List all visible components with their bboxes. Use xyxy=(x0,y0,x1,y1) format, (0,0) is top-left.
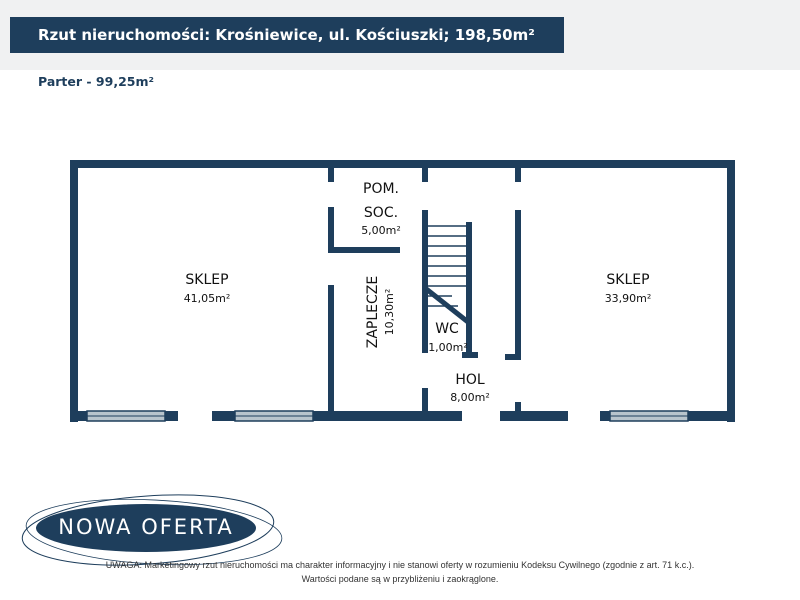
room-wc-area: 1,00m² xyxy=(428,341,468,354)
wall-partition-b xyxy=(328,207,334,253)
wall-bottom-3 xyxy=(500,411,568,421)
room-sklep-left-name: SKLEP xyxy=(185,272,229,288)
room-zaplecze-name: ZAPLECZE xyxy=(365,275,381,349)
room-pom-soc-area: 5,00m² xyxy=(361,224,401,237)
room-sklep-right-name: SKLEP xyxy=(606,272,650,288)
room-pom-soc-name-1: POM. xyxy=(363,181,399,197)
room-sklep-right-area: 33,90m² xyxy=(604,292,652,305)
room-sklep-left-area: 41,05m² xyxy=(183,292,231,305)
room-pom-soc-name-2: SOC. xyxy=(363,205,399,221)
page-title: Rzut nieruchomości: Krośniewice, ul. Kościuszki; 198,50m² xyxy=(10,17,564,53)
wall-right-partition-low xyxy=(515,402,521,414)
disclaimer-line-2: Wartości podane są w przybliżeniu i zaokrąglone. xyxy=(301,574,499,584)
room-hol-name: HOL xyxy=(455,372,485,388)
room-wc-name: WC xyxy=(435,321,459,337)
wall-right xyxy=(727,160,735,422)
wall-central-top xyxy=(422,168,428,182)
wall-right-partition-top xyxy=(515,168,521,182)
wall-right-partition-foot xyxy=(505,354,521,360)
wall-top xyxy=(70,160,735,168)
wall-partition-a xyxy=(328,168,334,182)
disclaimer xyxy=(0,558,800,586)
floor-label: Parter - 99,25m² xyxy=(38,74,154,89)
wall-pom-soc-bottom xyxy=(328,247,400,253)
stair-diagonal-wall xyxy=(425,288,468,322)
wall-partition-c xyxy=(328,285,334,413)
room-zaplecze-area: 10,30m² xyxy=(383,288,396,336)
wall-left xyxy=(70,160,78,422)
wall-stair-right xyxy=(466,222,472,358)
room-hol-area: 8,00m² xyxy=(450,391,490,404)
new-offer-label: NOWA OFERTA xyxy=(58,515,234,539)
wall-central-low xyxy=(422,388,428,414)
wall-central xyxy=(422,210,428,353)
disclaimer-line-1: UWAGA: Marketingowy rzut nieruchomości ma charakter informacyjny i nie stanowi oferty w rozumieniu Kodeksu Cywilnego (zgodnie z art. 71 k.c.). xyxy=(105,560,695,570)
wall-right-partition xyxy=(515,210,521,360)
walls xyxy=(70,160,735,422)
